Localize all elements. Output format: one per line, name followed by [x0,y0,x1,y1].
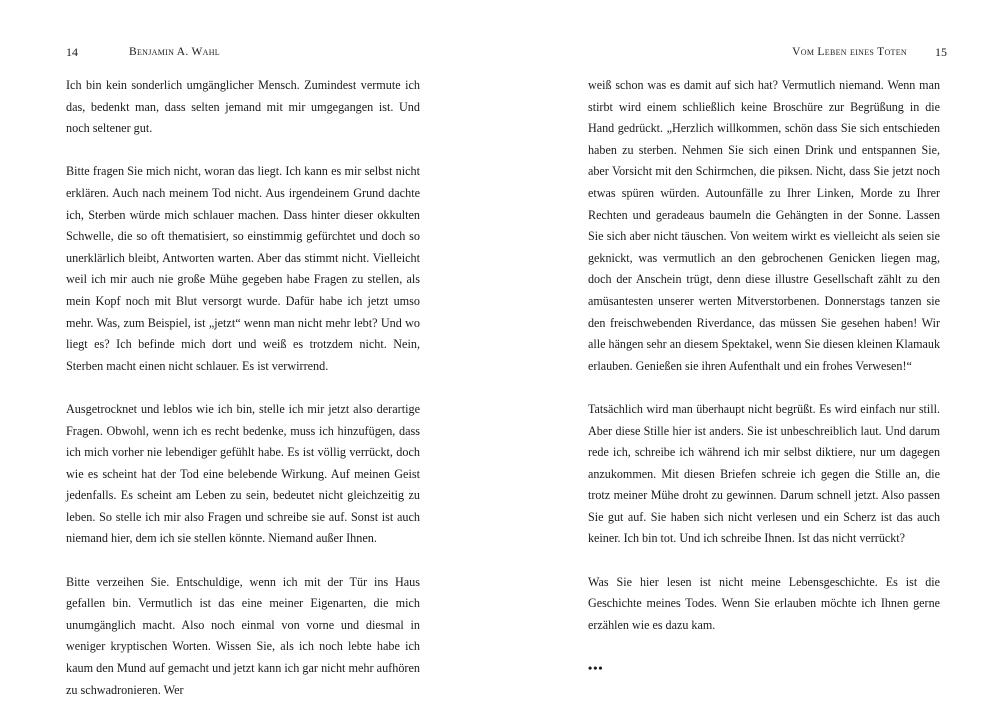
right-running-head [588,44,947,60]
right-paragraph-3: Was Sie hier lesen ist nicht meine Lebensgeschichte. Es ist die Geschichte meines Todes. Wenn Sie erlauben möchte ich Ihnen gerne erzählen wie es dazu kam. [588,574,940,632]
left-paragraph-1: Ich bin kein sonderlich umgänglicher Mensch. Zumindest vermute ich das, bedenkt man, dass selten jemand mit mir umgegangen ist. Und noch seltener gut. [66,78,420,136]
right-paragraph-2: Tatsächlich wird man überhaupt nicht begrüßt. Es wird einfach nur still. Aber diese Stille hier ist anders. Sie ist unbeschreiblich laut. Und darum rede ich, schreibe ich während ich mir selbst diktiere, nur um dagegen anzukommen. Mit diesen Briefen schreie ich gegen die Stille an, die trotz meiner Mühe droht zu gewinnen. Darum schnell jetzt. Also passen Sie gut auf. Sie haben sich nicht verlesen und ein Scherz ist das auch keiner. Ich bin tot. Und ich schreibe Ihnen. Ist das nicht verrückt? [588,401,940,546]
left-paragraph-3: Ausgetrocknet und leblos wie ich bin, stelle ich mir jetzt also derartige Fragen. Obwohl, wenn ich es recht bedenke, muss ich hinzufügen, dass ich mich vorher nie lebendiger gefühlt habe. Es ist völlig verrückt, doch wie es scheint hat der Tod eine belebende Wirkung. Auf meinen Geist jedenfalls. Es scheint am Leben zu sein, bedeutet nicht gleichzeitig zu leben. So stelle ich mir also Fragen und schreibe sie auf. Sonst ist auch niemand hier, dem ich sie stellen könnte. Niemand außer Ihnen. [66,401,420,546]
left-body-text [66,75,420,723]
author-header: Benjamin A. Wahl [129,46,220,58]
right-paragraph-1: weiß schon was es damit auf sich hat? Vermutlich niemand. Wenn man stirbt wird einem schließlich keine Broschüre zur Begrüßung in die Hand gedrückt. „Herzlich willkommen, schön dass Sie sich entschieden haben zu sterben. Nehmen Sie sich einen Drink und entspannen Sie, aber Vorsicht mit den Schirmchen, die piksen. Nicht, dass Sie jetzt noch etwas spüren würden. Autounfälle zu Ihrer Linken, Morde zu Ihrer Rechten und geradeaus baumeln die Gehängten in der Sonne. Lassen Sie sich aber nicht täuschen. Von weitem wirkt es vielleicht als seien sie geknickt, was vermutlich an den gebrochenen Genicken liegen mag, doch der Anschein trügt, denn diese illustre Gesellschaft zählt zu den amüsantesten unserer werten Mitverstorbenen. Donnerstags tanzen sie den freischwebenden Riverdance, das müssen Sie gesehen haben! Wir alle hängen sehr an diesem Spektakel, wenn Sie diesen kleinen Klamauk erlauben. Genießen sie ihren Aufenthalt und ein frohes Verwesen!“ [588,78,940,373]
section-separator: ••• [588,661,604,676]
right-page-number: 15 [935,45,947,59]
right-body-text [588,75,940,680]
left-paragraph-4: Bitte verzeihen Sie. Entschuldige, wenn ich mit der Tür ins Haus gefallen bin. Vermutlich ist das eine meiner Eigenarten, die mich unumgänglich macht. Also noch einmal von vorne und diesmal in weniger kryptischen Worten. Wissen Sie, als ich noch lebte habe ich kaum den Mund auf gemacht und jetzt kann ich gar nicht mehr aufhören zu schwadronieren. Wer [66,574,420,697]
left-page [66,0,420,713]
left-paragraph-2: Bitte fragen Sie mich nicht, woran das liegt. Ich kann es mir selbst nicht erklären. Auch nach meinem Tod nicht. Aus irgendeinem Grund dachte ich, Sterben würde mich schlauer machen. Dass hinter dieser okkulten Schwelle, die so oft thematisiert, so einstimmig gefürchtet und doch so unerklärlich bleibt, Antworten warten. Aber das stimmt nicht. Vielleicht weil ich mir auch nie große Mühe gegeben habe Fragen zu stellen, als mein Kopf noch mit Blut versorgt wurde. Dafür habe ich jetzt umso mehr. Was, zum Beispiel, ist „jetzt“ wenn man nicht mehr lebt? Und wo liegt es? Ich befinde mich dort und weiß es trotzdem nicht. Nein, Sterben macht einen nicht schlauer. Es ist verwirrend. [66,164,420,373]
left-page-number: 14 [66,45,78,59]
left-running-head [66,44,420,60]
book-title-header: Vom Leben eines Toten [792,46,907,58]
right-page [588,0,947,713]
